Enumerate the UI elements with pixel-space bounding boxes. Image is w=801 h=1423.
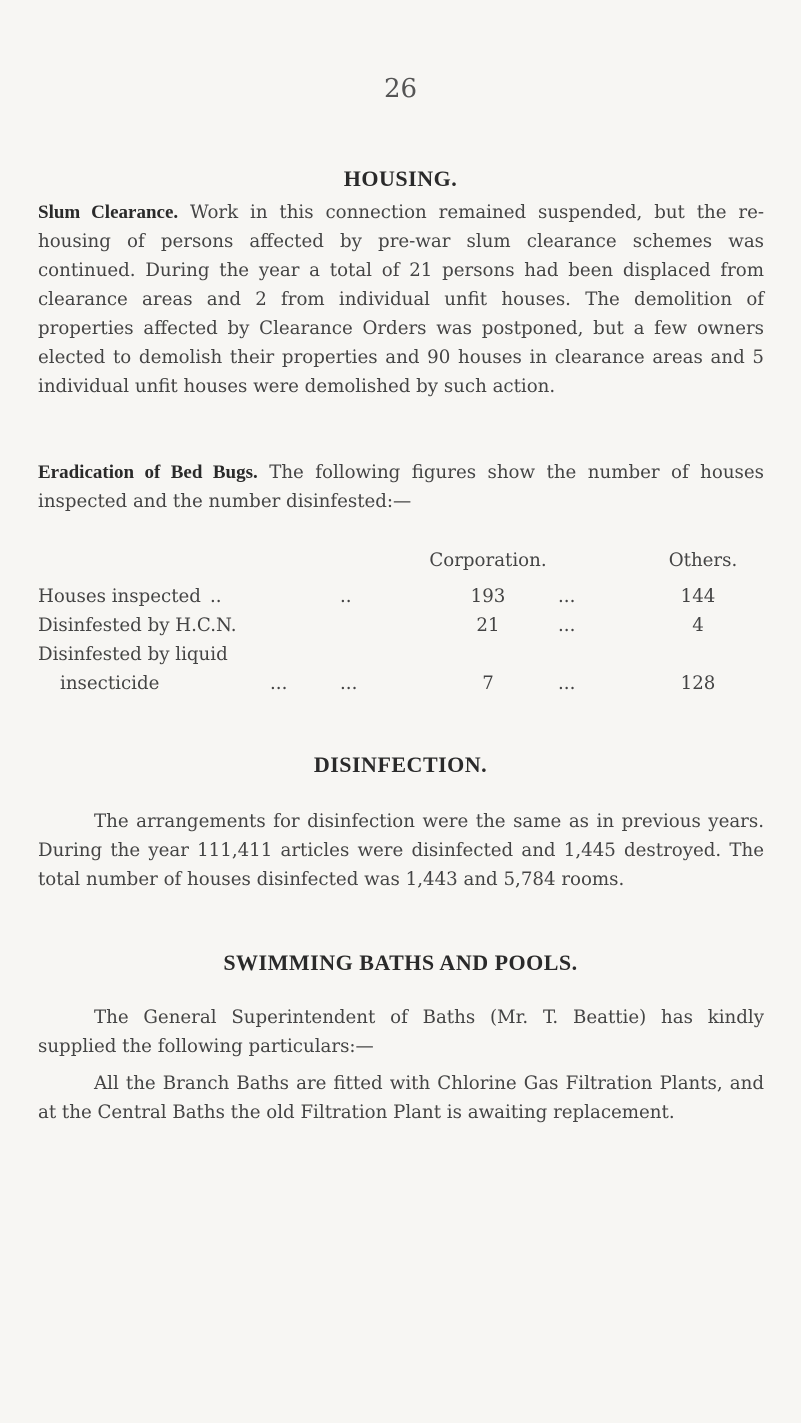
corporation-value: 7 [482, 673, 494, 694]
row-leader: .. [340, 586, 352, 607]
swimming-heading: SWIMMING BATHS AND POOLS. [223, 950, 578, 975]
column-header-corporation: Corporation. [429, 550, 547, 571]
corporation-value: 21 [476, 615, 500, 636]
table-row [38, 644, 764, 673]
swimming-text-paragraph: All the Branch Baths are fitted with Chlorine Gas Filtration Plants, and at the Central Baths the old Filtration Plant is awaiting replacement. [38, 1073, 764, 1123]
others-value: 144 [680, 586, 716, 607]
page-number: 26 [383, 74, 418, 104]
table-row [38, 586, 764, 615]
column-header-others: Others. [668, 550, 738, 571]
row-label: Houses inspected [38, 586, 201, 607]
others-value: 128 [680, 673, 716, 694]
row-leader: ... [270, 673, 288, 694]
slum-clearance-text: Work in this connection remained suspended, but the re-housing of persons affected by pre-war slum clearance schemes was continued. During the year a total of 21 persons had been displaced from clearance areas and 2 from individual unfit houses. The demolition of properties affected by Clearance Orders was postponed, but a few owners elected to demolish their properties and 90 houses in clearance areas and 5 individual unfit houses were demolished by such action. [38, 202, 764, 397]
corporation-value: 193 [470, 586, 506, 607]
row-dots: ... [558, 615, 576, 636]
disinfection-paragraph: The arrangements for disinfection were the same as in previous years. During the year 111,411 articles were disinfected and 1,445 destroyed. The total number of houses disinfected was 1,443 and 5,784 rooms. [38, 811, 764, 890]
others-value: 4 [692, 615, 704, 636]
row-label: insecticide [60, 673, 160, 694]
table-row [38, 673, 764, 702]
row-label: Disinfested by liquid [38, 644, 228, 665]
swimming-intro-paragraph: The General Superintendent of Baths (Mr. T. Beattie) has kindly supplied the following particulars:— [38, 1007, 764, 1057]
row-leader: ... [340, 673, 358, 694]
housing-heading: HOUSING. [343, 166, 458, 191]
row-dots: ... [558, 586, 576, 607]
row-leader: .. [210, 586, 222, 607]
disinfection-heading: DISINFECTION. [313, 752, 488, 777]
slum-clearance-lead: Slum Clearance. [38, 202, 179, 223]
bed-bugs-lead: Eradication of Bed Bugs. [38, 462, 258, 483]
row-dots: ... [558, 673, 576, 694]
row-label: Disinfested by H.C.N. [38, 615, 237, 636]
slum-clearance-paragraph [38, 198, 764, 401]
bed-bugs-text: The following figures show the number of houses inspected and the number disinfested:— [38, 462, 764, 512]
table-row [38, 615, 764, 644]
bed-bugs-paragraph [38, 458, 764, 516]
